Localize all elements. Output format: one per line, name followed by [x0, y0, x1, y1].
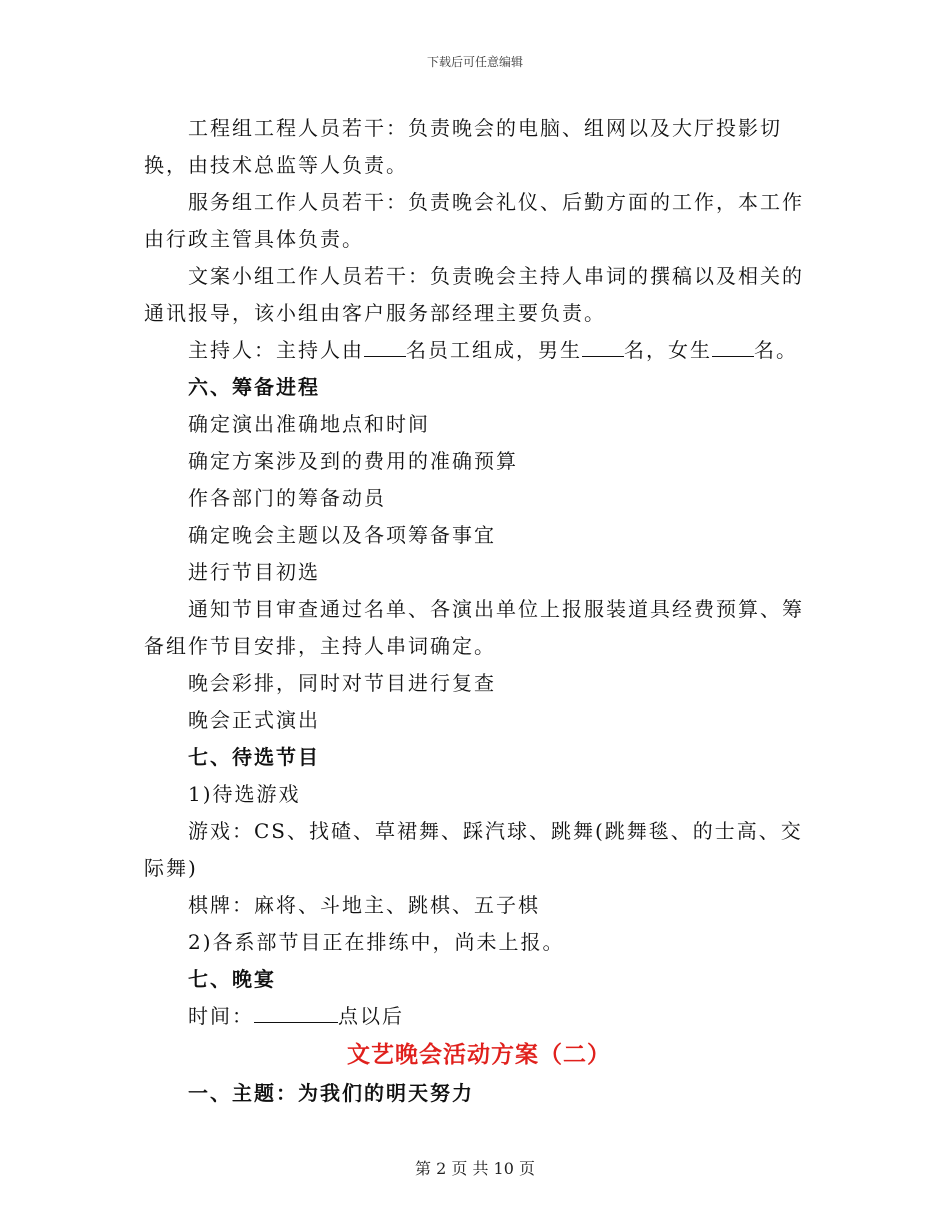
fill-blank: [712, 338, 754, 357]
fill-blank: [254, 1004, 296, 1023]
paragraph: 确定晚会主题以及各项筹备事宜: [188, 523, 496, 547]
section-heading: 六、筹备进程: [188, 375, 320, 399]
fill-blank: [364, 338, 406, 357]
fill-blank: [296, 1004, 338, 1023]
page-header: 下载后可任意编辑: [426, 55, 523, 69]
text-segment: 主持人：主持人由: [188, 338, 364, 362]
paragraph: 确定演出准确地点和时间: [188, 412, 430, 436]
paragraph: 服务组工作人员若干：负责晚会礼仪、后勤方面的工作，本工作由行政主管具体负责。: [144, 190, 804, 251]
paragraph: 晚会彩排，同时对节目进行复查: [188, 671, 496, 695]
text-segment: 名。: [754, 338, 798, 362]
paragraph: 通知节目审查通过名单、各演出单位上报服装道具经费预算、筹备组作节目安排，主持人串词确定。: [144, 597, 804, 658]
document-body: [144, 110, 814, 1112]
time-line: [144, 998, 814, 1035]
paragraph: 棋牌：麻将、斗地主、跳棋、五子棋: [188, 893, 540, 917]
fill-blank: [582, 338, 624, 357]
section-heading: 七、晚宴: [188, 967, 276, 991]
section-heading: 七、待选节目: [188, 745, 320, 769]
paragraph: 文案小组工作人员若干：负责晚会主持人串词的撰稿以及相关的通讯报导，该小组由客户服务部经理主要负责。: [144, 264, 804, 325]
section-title: 文艺晚会活动方案（二）: [347, 1041, 611, 1068]
text-segment: 时间：: [188, 1004, 254, 1028]
paragraph: 工程组工程人员若干：负责晚会的电脑、组网以及大厅投影切换，由技术总监等人负责。: [144, 116, 782, 177]
page-footer: 第 2 页 共 10 页: [415, 1159, 535, 1178]
host-line: [144, 332, 814, 369]
paragraph: 2)各系部节目正在排练中，尚未上报。: [188, 930, 565, 954]
paragraph: 确定方案涉及到的费用的准确预算: [188, 449, 518, 473]
text-segment: 名，女生: [624, 338, 712, 362]
paragraph: 作各部门的筹备动员: [188, 486, 386, 510]
paragraph: 1)待选游戏: [188, 782, 301, 806]
text-segment: 点以后: [338, 1004, 404, 1028]
content-lines: [144, 110, 814, 1035]
section-heading: 一、主题：为我们的明天努力: [188, 1081, 474, 1105]
text-segment: 名员工组成，男生: [406, 338, 582, 362]
paragraph: 游戏：CS、找碴、草裙舞、踩汽球、跳舞(跳舞毯、的士高、交际舞): [144, 819, 803, 880]
paragraph: 晚会正式演出: [188, 708, 320, 732]
paragraph: 进行节目初选: [188, 560, 320, 584]
